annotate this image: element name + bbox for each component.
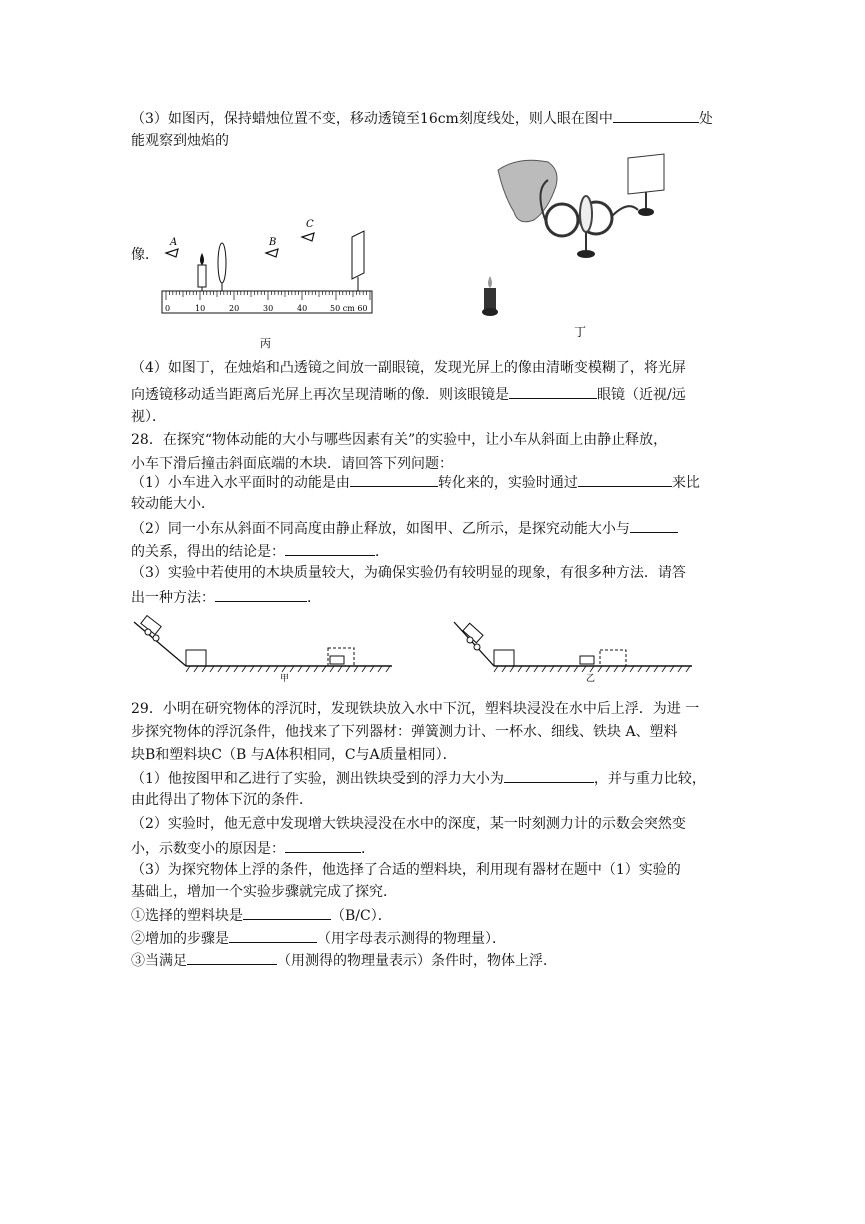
text-line: 视）． (131, 409, 166, 425)
q28-title: 28．在探究“物体动能的大小与哪些因素有关”的实验中，让小车从斜面上由静止释放， (131, 432, 668, 448)
text-line: （2）实验时，他无意中发现增大铁块浸没在水中的深度，某一时刻测力计的示数会突然变 (131, 816, 686, 832)
lens-ruler-diagram (160, 215, 375, 355)
text-line: 能观察到烛焰的 (131, 133, 229, 149)
text-line: ①选择的塑料块是 （B/C）． (131, 905, 392, 925)
text-line: ③当满足 （用测得的物理量表示）条件时，物体上浮． (131, 950, 557, 970)
answer-blank[interactable] (285, 838, 361, 853)
figure-caption: 丁 (574, 325, 587, 339)
svg-text:30: 30 (263, 304, 274, 313)
text-line: （3）实验中若使用的木块质量较大，为确保实验仍有较明显的现象，有很多种方法．请答 (131, 565, 686, 581)
answer-blank[interactable] (285, 541, 375, 556)
text-line: 块B和塑料块C（B 与A体积相同，C与A质量相同）． (131, 747, 457, 763)
answer-blank[interactable] (243, 905, 331, 920)
text-line: 小车下滑后撞击斜面底端的木块．请回答下列问题： (131, 456, 453, 472)
candle (484, 288, 496, 310)
text-line: ②增加的步骤是 （用字母表示测得的物理量）． (131, 928, 506, 948)
text-line: （1）他按图甲和乙进行了实验，测出铁块受到的浮力大小为 ，并与重力比较， (131, 768, 706, 788)
figure-caption: 甲 (280, 674, 290, 682)
text-line: （2）同一小东从斜面不同高度由静止释放，如图甲、乙所示，是探究动能大小与 (131, 518, 678, 538)
text-line: 的关系，得出的结论是： ． (131, 541, 389, 561)
text-line: 小，示数变小的原因是： ． (131, 838, 375, 858)
light-screen (628, 154, 664, 194)
figure-bing (160, 215, 375, 355)
answer-blank[interactable] (504, 768, 594, 783)
text-line: 步探究物体的浮沉条件，他找来了下列器材：弹簧测力计、一杯水、细线、铁块 A、塑料 (131, 724, 678, 740)
wood-block (186, 650, 206, 666)
text-line: 基础上，增加一个实验步骤就完成了探究． (131, 884, 397, 900)
text-fragment: 处 (698, 111, 713, 127)
text-line: （1）小车进入水平面时的动能是由 转化来的，实验时通过 来比 (131, 472, 700, 492)
svg-text:40: 40 (297, 304, 308, 313)
eye-icon (166, 249, 178, 257)
answer-blank[interactable] (630, 518, 678, 533)
text-line: （3）为探究物体上浮的条件，他选择了合适的塑料块，利用现有器材在题中（1）实验的 (131, 862, 681, 878)
eye-label-c: C (306, 219, 314, 230)
figure-jia (130, 612, 395, 682)
incline-cart-diagram (450, 612, 695, 682)
block-moved (600, 650, 626, 666)
q27-3-text: （3）如图丙，保持蜡烛位置不变，移动透镜至16cm刻度线处，则人眼在图中 (131, 111, 613, 127)
wood-block (494, 650, 514, 666)
text-line: 较动能大小． (131, 496, 215, 512)
figure-yi (450, 612, 695, 682)
figure-caption: 乙 (586, 674, 596, 682)
glasses-experiment-photo (478, 150, 678, 345)
cart-stopped (580, 656, 594, 664)
figure-ding (478, 150, 678, 345)
cart-stopped (330, 656, 344, 664)
answer-blank[interactable] (350, 472, 438, 487)
eye-icon (302, 233, 314, 241)
text-line: 像． (131, 247, 159, 263)
text-line: （4）如图丁，在烛焰和凸透镜之间放一副眼镜，发现光屏上的像由清晰变模糊了，将光屏 (131, 360, 686, 376)
svg-text:10: 10 (195, 304, 206, 313)
convex-lens (218, 243, 226, 283)
eye-label-b: B (269, 237, 277, 248)
answer-blank[interactable] (578, 472, 672, 487)
svg-text:50 cm 60: 50 cm 60 (330, 304, 368, 313)
svg-text:20: 20 (229, 304, 240, 313)
text-line: 向透镜移动适当距离后光屏上再次呈现清晰的像．则该眼镜是 眼镜（近视/远 (131, 384, 686, 404)
figure-caption: 丙 (260, 337, 271, 350)
flame-icon (488, 276, 492, 288)
text-line (131, 108, 713, 128)
answer-blank[interactable] (187, 950, 277, 965)
light-screen (352, 231, 364, 279)
candle (198, 265, 206, 287)
q29-title: 29．小明在研究物体的浮沉时，发现铁块放入水中下沉，塑料块浸没在水中后上浮．为进 一 (131, 701, 700, 717)
text-line: 由此得出了物体下沉的条件． (131, 792, 313, 808)
incline-cart-diagram (130, 612, 395, 682)
answer-blank[interactable] (229, 928, 317, 943)
answer-blank[interactable] (215, 587, 307, 602)
text-line: 出一种方法： ． (131, 587, 321, 607)
glasses-lens (546, 204, 578, 236)
answer-blank[interactable] (613, 108, 699, 123)
eye-label-a: A (170, 237, 178, 248)
answer-blank[interactable] (509, 384, 597, 399)
svg-text:0: 0 (165, 304, 171, 313)
flame-icon (200, 253, 204, 265)
eye-icon (266, 249, 278, 257)
